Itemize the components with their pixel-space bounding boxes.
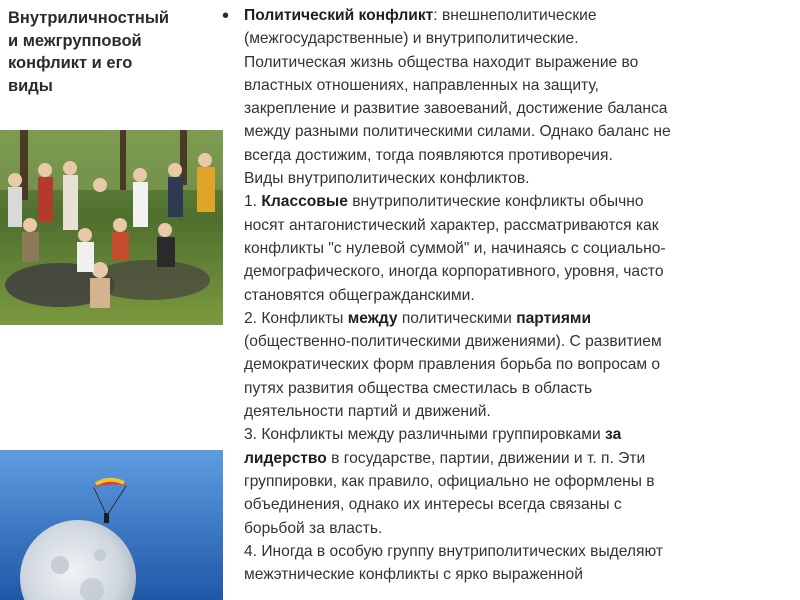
- photo-parachutist-moon: [0, 450, 223, 600]
- text-line: [244, 4, 796, 27]
- text-line: 4. Иногда в особую группу внутриполитических выделяют: [244, 542, 663, 560]
- text-run: в государстве, партии, движении и т. п. Эти: [326, 449, 646, 467]
- text-line: демографического, иногда корпоративного, уровня, часто: [244, 263, 664, 281]
- slide-title: [8, 7, 198, 97]
- text-line: объединения, однако их интересы всегда связаны с: [244, 496, 622, 514]
- text-line: становятся общегражданскими.: [244, 286, 475, 304]
- text-line: путях развития общества сместилась в область: [244, 379, 593, 397]
- text-line: межэтнические конфликты с ярко выраженной: [244, 566, 583, 584]
- photo-group-on-grass: [0, 130, 223, 325]
- text-line: [244, 307, 796, 330]
- title-line: и межгрупповой: [8, 31, 142, 50]
- text-line: демократических форм правления борьба по вопросам о: [244, 356, 661, 374]
- text-line: (общественно-политическими движениями). С развитием: [244, 333, 662, 351]
- parachute-photo-illustration: [0, 450, 223, 600]
- text-line: носят антагонистический характер, рассматриваются как: [244, 216, 659, 234]
- text-run: 1.: [244, 193, 262, 211]
- text-line: деятельности партий и движений.: [244, 403, 491, 421]
- title-line: виды: [8, 76, 53, 95]
- text-line: борьбой за власть.: [244, 519, 383, 537]
- text-line: (межгосударственные) и внутриполитические.: [244, 30, 579, 48]
- text-line: между разными политическими силами. Однако баланс не: [244, 123, 671, 141]
- bold-term: за: [605, 426, 622, 444]
- text-run: : внешнеполитические: [433, 7, 597, 24]
- bold-term: лидерство: [244, 449, 327, 467]
- text-line: властных отношениях, направленных на защиту,: [244, 76, 599, 94]
- text-line: Политическая жизнь общества находит выражение во: [244, 53, 639, 71]
- bold-term: партиями: [516, 309, 592, 327]
- text-run: 2. Конфликты: [244, 309, 348, 327]
- text-line: закрепление и развитие завоеваний, достижение баланса: [244, 100, 668, 118]
- text-line: [244, 190, 796, 213]
- text-line: конфликты "с нулевой суммой" и, начинаясь с социально-: [244, 239, 666, 257]
- title-line: конфликт и его: [8, 54, 133, 72]
- text-run: политическими: [397, 309, 517, 327]
- group-photo-illustration: [0, 130, 223, 325]
- bold-term: Политический конфликт: [244, 7, 434, 24]
- text-run: внутриполитические конфликты обычно: [347, 193, 644, 211]
- text-line: группировки, как правило, официально не оформлены в: [244, 472, 655, 490]
- text-line: Виды внутриполитических конфликтов.: [244, 170, 530, 188]
- text-line: [244, 423, 796, 446]
- text-line: [244, 447, 796, 470]
- bold-term: Классовые: [261, 193, 348, 211]
- text-run: 3. Конфликты между различными группировками: [244, 426, 606, 444]
- text-line: всегда достижим, тогда появляются противоречия.: [244, 146, 613, 164]
- bold-term: между: [347, 309, 398, 327]
- body-text: [244, 4, 796, 586]
- bullet-marker: •: [222, 5, 230, 27]
- title-line: Внутриличностный: [8, 9, 170, 27]
